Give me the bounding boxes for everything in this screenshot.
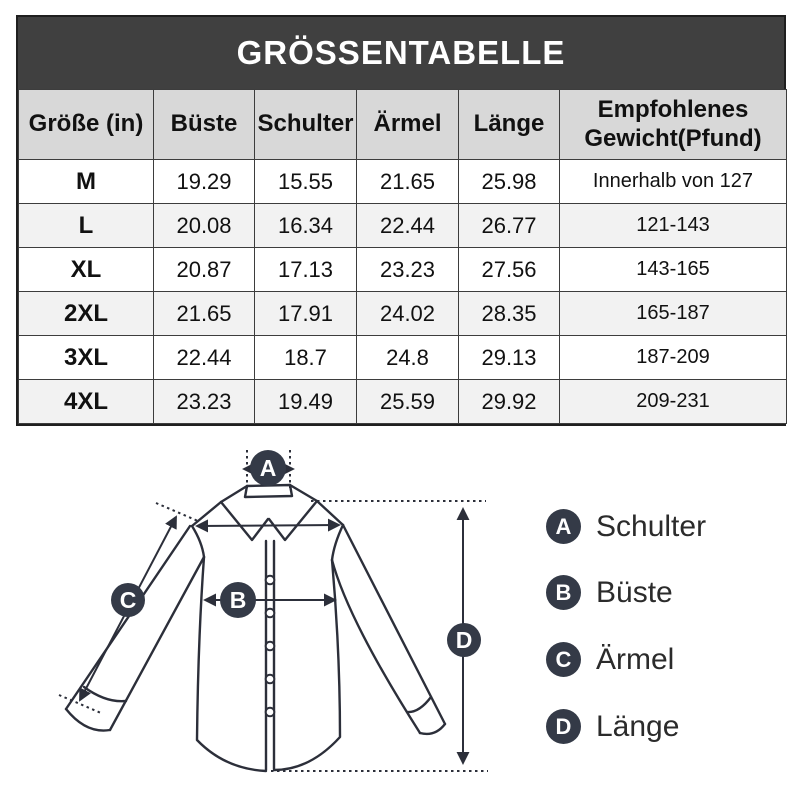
marker-badge-bust bbox=[220, 582, 256, 618]
size-cell: M bbox=[19, 160, 154, 204]
header-weight: Empfohlenes Gewicht(Pfund) bbox=[560, 90, 787, 160]
legend-badge-c: C bbox=[546, 642, 581, 677]
legend-label-shoulder: Schulter bbox=[596, 509, 707, 543]
length-cell: 28.35 bbox=[459, 292, 560, 336]
marker-badge-shoulder bbox=[250, 450, 286, 486]
bust-cell: 22.44 bbox=[154, 336, 255, 380]
sleeve-cell: 22.44 bbox=[357, 204, 459, 248]
legend-item-shoulder bbox=[546, 509, 706, 544]
sleeve-cell: 24.02 bbox=[357, 292, 459, 336]
size-cell: 4XL bbox=[19, 380, 154, 424]
legend-label-sleeve: Ärmel bbox=[596, 642, 675, 676]
shoulder-cell: 15.55 bbox=[255, 160, 357, 204]
bust-cell: 21.65 bbox=[154, 292, 255, 336]
weight-cell: 187-209 bbox=[560, 336, 787, 380]
legend-badge-d: D bbox=[546, 709, 581, 744]
svg-text:D: D bbox=[455, 627, 473, 653]
svg-text:A: A bbox=[259, 455, 277, 481]
weight-cell: Innerhalb von 127 bbox=[560, 160, 787, 204]
legend-item-sleeve bbox=[546, 642, 674, 677]
bust-cell: 23.23 bbox=[154, 380, 255, 424]
bust-cell: 20.08 bbox=[154, 204, 255, 248]
left-sleeve bbox=[66, 526, 204, 730]
legend-badge-b: B bbox=[546, 575, 581, 610]
weight-cell: 209-231 bbox=[560, 380, 787, 424]
sleeve-cell: 23.23 bbox=[357, 248, 459, 292]
sleeve-cell: 25.59 bbox=[357, 380, 459, 424]
arrow-shoulder-width bbox=[197, 525, 339, 526]
marker-badge-length bbox=[447, 623, 481, 657]
svg-text:C: C bbox=[119, 587, 137, 613]
legend-label-length: Länge bbox=[596, 709, 680, 743]
header-size: Größe (in) bbox=[19, 90, 154, 160]
legend-badge-a: A bbox=[546, 509, 581, 544]
weight-cell: 165-187 bbox=[560, 292, 787, 336]
size-cell: XL bbox=[19, 248, 154, 292]
page-title: GRÖSSENTABELLE bbox=[18, 17, 784, 89]
length-cell: 29.92 bbox=[459, 380, 560, 424]
bust-cell: 20.87 bbox=[154, 248, 255, 292]
shoulder-cell: 17.13 bbox=[255, 248, 357, 292]
shoulder-cell: 17.91 bbox=[255, 292, 357, 336]
header-bust: Büste bbox=[154, 90, 255, 160]
shoulder-cell: 16.34 bbox=[255, 204, 357, 248]
collar-flap-left bbox=[221, 502, 268, 540]
size-cell: L bbox=[19, 204, 154, 248]
collar bbox=[245, 485, 292, 497]
legend-item-bust bbox=[546, 575, 673, 610]
marker-badge-sleeve bbox=[111, 583, 145, 617]
length-cell: 27.56 bbox=[459, 248, 560, 292]
shoulder-cell: 18.7 bbox=[255, 336, 357, 380]
shirt-outline bbox=[66, 485, 445, 771]
measurement-legend bbox=[546, 0, 796, 800]
size-cell: 2XL bbox=[19, 292, 154, 336]
shoulder-cell: 19.49 bbox=[255, 380, 357, 424]
sleeve-cell: 24.8 bbox=[357, 336, 459, 380]
header-shoulder: Schulter bbox=[255, 90, 357, 160]
legend-label-bust: Büste bbox=[596, 575, 673, 609]
weight-cell: 143-165 bbox=[560, 248, 787, 292]
bust-cell: 19.29 bbox=[154, 160, 255, 204]
length-cell: 29.13 bbox=[459, 336, 560, 380]
header-length: Länge bbox=[459, 90, 560, 160]
sleeve-cell: 21.65 bbox=[357, 160, 459, 204]
legend-item-length bbox=[546, 709, 679, 744]
collar-flap-right bbox=[269, 501, 317, 540]
size-cell: 3XL bbox=[19, 336, 154, 380]
svg-text:B: B bbox=[229, 587, 247, 613]
header-sleeve: Ärmel bbox=[357, 90, 459, 160]
weight-cell: 121-143 bbox=[560, 204, 787, 248]
length-cell: 25.98 bbox=[459, 160, 560, 204]
length-cell: 26.77 bbox=[459, 204, 560, 248]
